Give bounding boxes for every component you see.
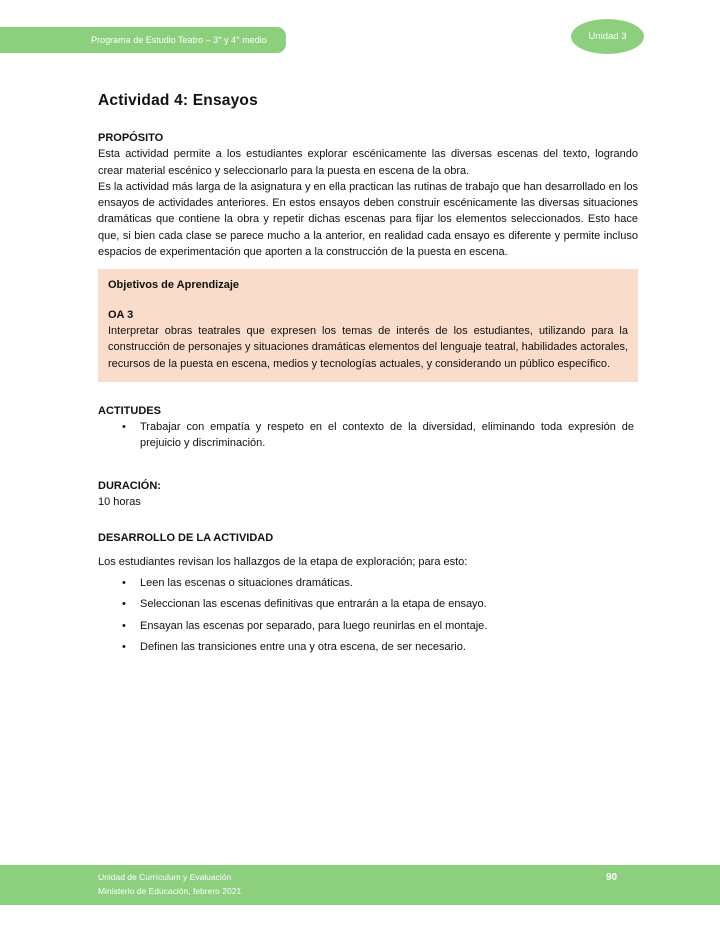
actitudes-list xyxy=(98,419,638,452)
footer-credits-line2: Ministerio de Educación, febrero 2021 xyxy=(98,885,242,896)
proposito-paragraph-2: Es la actividad más larga de la asignatura y en ella practican las rutinas de trabajo que han desarrollado en los ensayos de actividades anteriores. En estos ensayos deben construir escénicamente las diversas situaciones dramáticas que contiene la obra y repetir dichas escenas para fijar los elementos seleccionados. Esto hace que, si bien cada clase se parece mucho a la anterior, en realidad cada ensayo es diferente y permite incluso espacios de experimentación que aporten a la construcción de la puesta en escena. xyxy=(98,180,638,259)
list-item xyxy=(98,575,638,591)
unit-badge xyxy=(571,19,644,54)
actitudes-heading: ACTITUDES xyxy=(98,404,161,417)
oa-text: Interpretar obras teatrales que expresen los temas de interés de los estudiantes, utilizando para la construcción de personajes y situaciones dramáticas elementos del lenguaje teatral, habilidades actorales, recursos de la puesta en escena, medios y tecnologías actuales, y considerando un público específico. xyxy=(108,324,628,370)
proposito-paragraph-1: Esta actividad permite a los estudiantes explorar escénicamente las diversas escenas del texto, logrando crear material escénico y seleccionarlo para la puesta en escena de la obra. xyxy=(98,148,638,177)
footer-credits-line1: Unidad de Currículum y Evaluación xyxy=(98,872,232,882)
content-column xyxy=(98,130,638,661)
proposito-heading: PROPÓSITO xyxy=(98,132,164,144)
objetivos-spacer xyxy=(108,294,628,307)
desarrollo-item-text: Seleccionan las escenas definitivas que entrarán a la etapa de ensayo. xyxy=(140,598,487,611)
desarrollo-heading: DESARROLLO DE LA ACTIVIDAD xyxy=(98,532,274,545)
program-header-badge: Programa de Estudio Teatro – 3° y 4° medio xyxy=(0,27,286,53)
footer-credits xyxy=(98,871,241,898)
list-item xyxy=(98,596,638,612)
duracion-heading: DURACIÓN: xyxy=(98,479,161,492)
list-item xyxy=(98,419,638,452)
desarrollo-item-text: Definen las transiciones entre una y otra escena, de ser necesario. xyxy=(140,641,466,654)
desarrollo-list xyxy=(98,575,638,656)
desarrollo-intro: Los estudiantes revisan los hallazgos de la etapa de exploración; para esto: xyxy=(98,555,468,568)
desarrollo-item-text: Leen las escenas o situaciones dramáticas. xyxy=(140,576,353,589)
bullet-icon: • xyxy=(122,421,126,434)
bullet-icon: • xyxy=(122,576,126,589)
list-item xyxy=(98,639,638,655)
actitudes-item-text: Trabajar con empatía y respeto en el contexto de la diversidad, eliminando toda expresión de prejuicio y discriminación. xyxy=(140,421,634,450)
page-title: Actividad 4: Ensayos xyxy=(98,92,258,110)
bullet-icon: • xyxy=(122,641,126,654)
duracion-value: 10 horas xyxy=(98,496,141,509)
bullet-icon: • xyxy=(122,619,126,632)
footer-bar xyxy=(0,865,720,905)
objetivos-heading: Objetivos de Aprendizaje xyxy=(108,279,240,292)
oa-label: OA 3 xyxy=(108,308,134,321)
page-number: 90 xyxy=(606,872,618,883)
objetivos-box xyxy=(98,269,638,381)
unit-badge-label: Unidad 3 xyxy=(588,31,627,42)
bullet-icon: • xyxy=(122,598,126,611)
desarrollo-item-text: Ensayan las escenas por separado, para luego reunirlas en el montaje. xyxy=(140,619,488,632)
list-item xyxy=(98,618,638,634)
